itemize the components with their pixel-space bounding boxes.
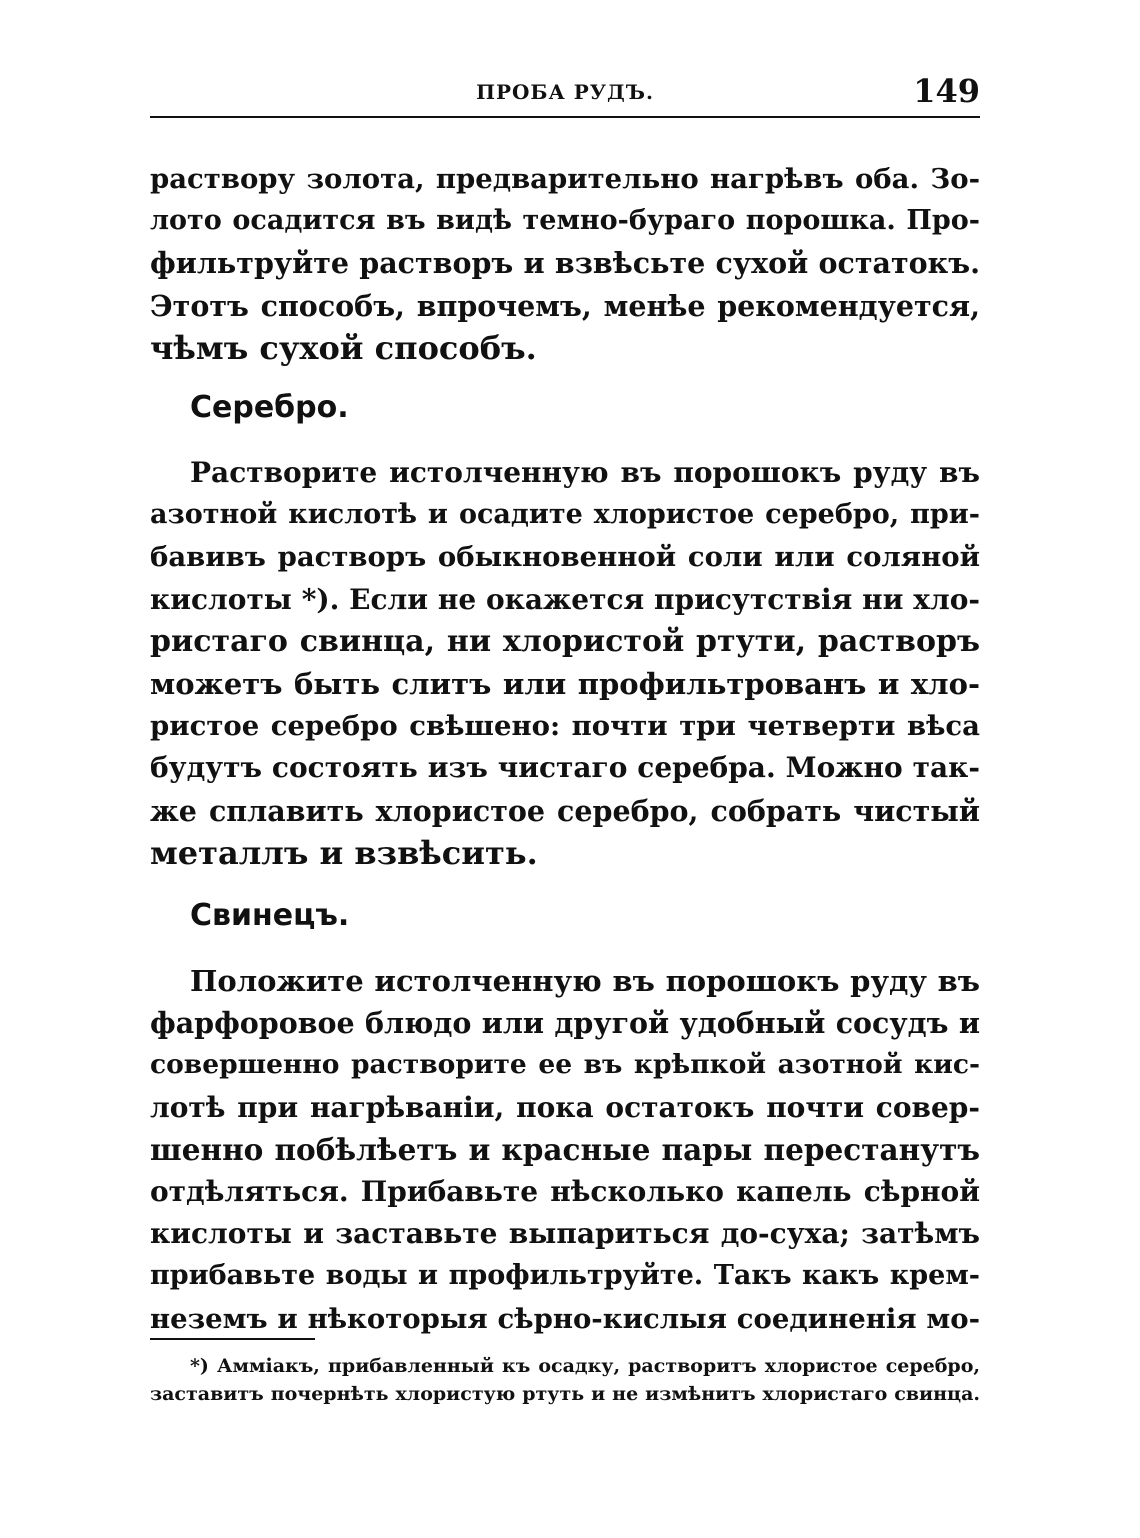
footnote-rule — [150, 1338, 315, 1340]
text-line: отдѣляться. Прибавьте нѣсколько капель сѣрной — [150, 1175, 980, 1209]
section-heading-silver: Серебро. — [190, 390, 349, 425]
text-line: азотной кислотѣ и осадите хлористое серебро, при- — [150, 499, 980, 531]
text-line: Растворите истолченную въ порошокъ руду въ — [190, 456, 980, 489]
running-head — [150, 70, 980, 116]
section-heading-lead: Свинецъ. — [190, 898, 350, 933]
header-rule — [150, 116, 980, 118]
text-line: шенно побѣлѣетъ и красные пары перестанутъ — [150, 1131, 980, 1167]
text-line: кислоты *). Если не окажется присутствія ни хло- — [150, 582, 980, 616]
text-line: раствору золота, предварительно нагрѣвъ оба. Зо- — [150, 163, 980, 195]
book-page — [150, 70, 980, 1405]
paragraph-silver — [150, 452, 980, 874]
text-line: же сплавить хлористое серебро, собрать чистый — [150, 793, 980, 828]
text-line: фарфоровое блюдо или другой удобный сосудъ и — [150, 1006, 980, 1041]
text-line: ристое серебро свѣшено: почти три четверти вѣса — [150, 710, 980, 743]
text-line: Этотъ способъ, впрочемъ, менѣе рекомендуется, — [150, 288, 980, 323]
footnote-line: заставитъ почернѣть хлористую ртуть и не измѣнитъ хлористаго свинца. — [150, 1383, 980, 1405]
paragraph-gold-wet-method — [150, 158, 980, 369]
text-line: ристаго свинца, ни хлористой ртути, растворъ — [150, 623, 980, 659]
text-line: лото осадится въ видѣ темно-бураго порошка. Про- — [150, 205, 980, 237]
text-line: будутъ состоять изъ чистаго серебра. Можно так- — [150, 751, 980, 785]
text-line: бавивъ растворъ обыкновенной соли или соляной — [150, 541, 980, 574]
text-line: чѣмъ сухой способъ. — [150, 328, 537, 367]
text-line: совершенно растворите ее въ крѣпкой азотной кис- — [150, 1049, 980, 1081]
footnote — [150, 1352, 980, 1408]
running-title: ПРОБА РУДЪ. — [476, 80, 654, 104]
text-line: металлъ и взвѣсить. — [150, 833, 538, 872]
text-line: можетъ быть слитъ или профильтрованъ и хло- — [150, 667, 980, 702]
text-line: кислоты и заставьте выпариться до-суха; затѣмъ — [150, 1217, 980, 1251]
text-line: прибавьте воды и профильтруйте. Такъ какъ крем- — [150, 1260, 980, 1292]
text-line: неземъ и нѣкоторыя сѣрно-кислыя соединенія мо- — [150, 1302, 980, 1335]
page-number: 149 — [913, 72, 980, 110]
text-line: лотѣ при нагрѣваніи, пока остатокъ почти совер- — [150, 1090, 980, 1124]
text-line: фильтруйте растворъ и взвѣсьте сухой остатокъ. — [150, 246, 980, 281]
text-line: Положите истолченную въ порошокъ руду въ — [190, 964, 980, 998]
paragraph-lead — [150, 960, 980, 1340]
footnote-line: *) Амміакъ, прибавленный къ осадку, растворитъ хлористое серебро, — [190, 1355, 980, 1377]
